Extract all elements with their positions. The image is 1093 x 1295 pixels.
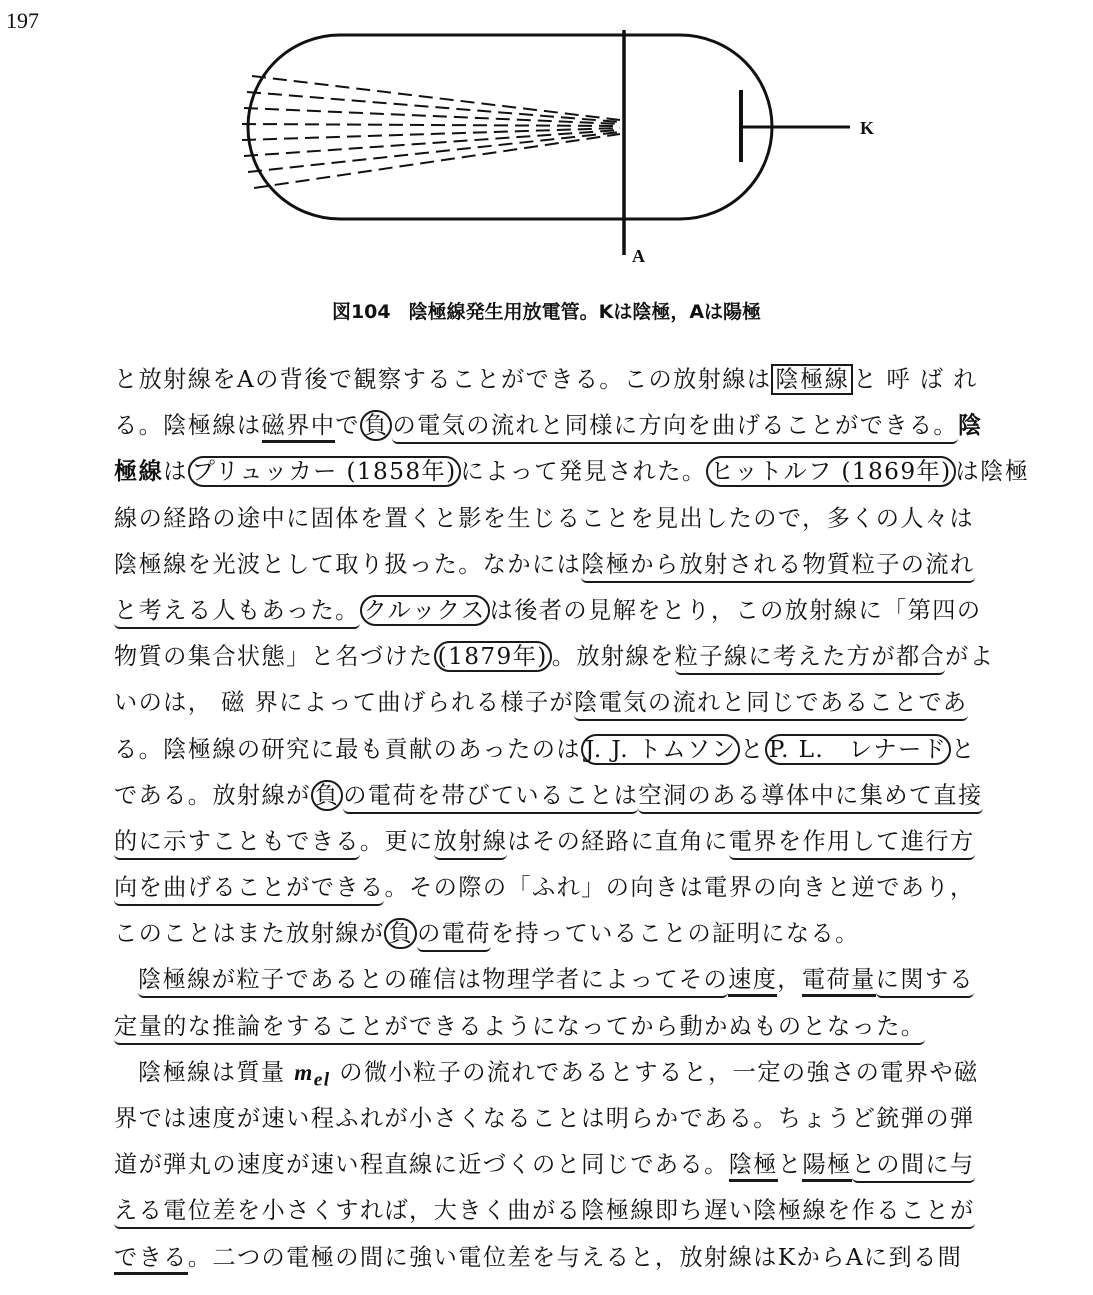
text-line: 極線は プリュッカー (1858年) によって発見された。 ヒットルフ (1869年) は陰極 (114, 458, 1030, 486)
text-line: 陰極線が粒子であるとの確信は物理学者によってその速度，電荷量に関する (114, 960, 978, 1006)
text-line: と考える人もあった。 クルックス は後者の見解をとり，この放射線に「第四の (114, 591, 978, 637)
text-line: いのは， 磁 界によって曲げられる様子が陰電気の流れと同じであることであ (114, 683, 978, 729)
label-a: A (632, 246, 645, 266)
text-line: できる。二つの電極の間に強い電位差を与えると，放射線はKからAに到る間 (114, 1238, 978, 1284)
text-line: 向を曲げることができる。その際の「ふれ」の向きは電界の向きと逆であり， (114, 868, 978, 914)
text-line: 定量的な推論をすることができるようになってから動かぬものとなった。 (114, 1007, 978, 1053)
text-line: と放射線をAの背後で観察することができる。この放射線は 陰極線 と 呼 ば れ (114, 366, 978, 393)
text-line: 陰極線は質量 $m_{el}$ の微小粒子の流れであるとすると，一定の強さの電界や磁 (138, 1058, 979, 1091)
discharge-tube-diagram (0, 0, 1093, 280)
label-k: K (860, 118, 875, 138)
text-line: 的に示すこともできる。更に放射線はその経路に直角に電界を作用して進行方 (114, 822, 978, 868)
text-line: る。陰極線は磁界中で 負 の電気の流れと同様に方向を曲げることができる。陰 (114, 406, 978, 452)
caption-number: 図104 (331, 301, 391, 323)
text-line: 陰極線を光波として取り扱った。なかには陰極から放射される物質粒子の流れ (114, 545, 978, 591)
figure-caption (0, 297, 1093, 324)
text-line: 道が弾丸の速度が速い程直線に近づくのと同じである。陰極と陽極との間に与 (114, 1145, 978, 1191)
text-line: る。陰極線の研究に最も貢献のあったのは J. J. トムソン と P. L. レナード と (114, 735, 976, 763)
text-line: 界では速度が速い程ふれが小さくなることは明らかである。ちょうど銃弾の弾 (114, 1105, 975, 1132)
text-line: 線の経路の途中に固体を置くと影を生じることを見出したので，多くの人々は (114, 504, 975, 532)
text-line: える電位差を小さくすれば，大きく曲がる陰極線即ち遅い陰極線を作ることが (114, 1191, 978, 1237)
boxed-term: 陰極線 (771, 364, 853, 395)
text-line: である。放射線が 負 の電荷を帯びていることは空洞のある導体中に集めて直接 (114, 776, 978, 822)
text-line: 物質の集合状態」と名づけた (1879年) 。放射線を粒子線に考えた方が都合がよ (114, 637, 978, 683)
cathode-rays (242, 76, 620, 188)
body-text (114, 360, 1030, 1284)
page-number: 197 (6, 8, 39, 33)
tube-outline (248, 35, 772, 219)
text-line: このことはまた放射線が 負 の電荷を持っていることの証明になる。 (114, 914, 978, 960)
caption-text: 陰極線発生用放電管。Kは陰極，Aは陽極 (408, 301, 762, 323)
